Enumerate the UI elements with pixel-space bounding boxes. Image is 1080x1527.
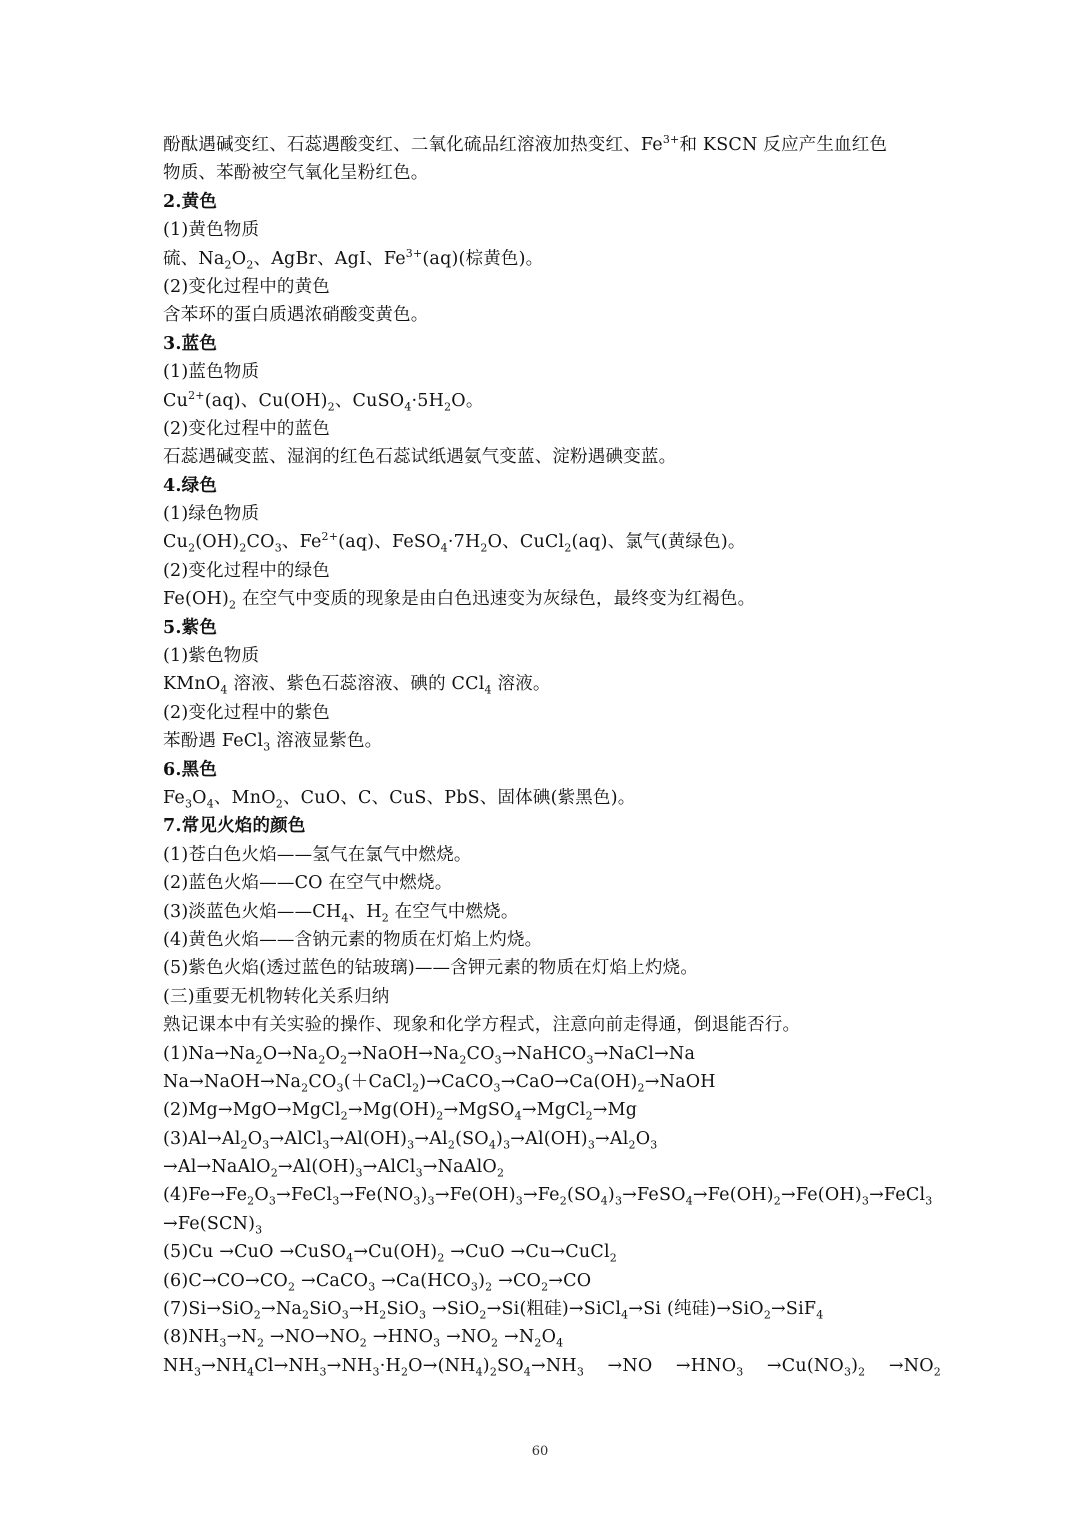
reaction-chain: $Na\to NaOH\to Na_2CO_3(+CaCl_2)\to CaCO_3\to CaO\to Ca(OH)_2\to NaOH$ (163, 1071, 716, 1095)
reaction-chain: $\to Fe(SCN)_3$ (163, 1213, 263, 1237)
page-number: 60 (531, 1444, 549, 1459)
section-heading: 6.黑色 (163, 759, 218, 780)
text-line: 含苯环的蛋白质遇浓硝酸变黄色。 (163, 305, 429, 326)
text-line: $Fe(OH)_2$ 在空气中变质的现象是由白色迅速变为灰绿色，最终变为红褐色。 (163, 589, 756, 612)
section-heading: 3.蓝色 (163, 333, 218, 354)
subheading: (1)绿色物质 (163, 504, 260, 525)
section-heading: 7.常见火焰的颜色 (163, 816, 306, 837)
text-line: $Fe_3O_4$、MnO$_2$、CuO、C、CuS、PbS、固体碘(紫黑色)。 (163, 787, 636, 811)
text-line: (3)淡蓝色火焰$——CH_4$、$H_2$ 在空气中燃烧。 (163, 901, 519, 925)
reaction-chain: $(4)Fe\to Fe_2O_3\to FeCl_3\to Fe(NO_3)_3\to Fe(OH)_3\to Fe_2(SO_4)_3\to FeSO_4\to Fe(OH)_2\to Fe(OH)_3\to FeCl_3$ (163, 1185, 933, 1208)
reaction-chain: $(7)Si\to SiO_2\to Na_2SiO_3\to H_2SiO_3 \to SiO_2\to Si$(粗硅)→SiCl$_4$→Si (纯硅)→SiO$_2$→SiF$_4$ (163, 1299, 824, 1322)
text-line: (2)蓝色火焰——CO 在空气中燃烧。 (163, 873, 453, 894)
section-heading: 5.紫色 (163, 617, 218, 638)
text-line: 熟记课本中有关实验的操作、现象和化学方程式，注意向前走得通，倒退能否行。 (163, 1015, 801, 1036)
section-heading: (三)重要无机物转化关系归纳 (163, 986, 390, 1007)
subheading: (2)变化过程中的蓝色 (163, 418, 330, 439)
text-line: 石蕊遇碱变蓝、湿润的红色石蕊试纸遇氨气变蓝、淀粉遇碘变蓝。 (163, 447, 677, 468)
reaction-chain: $\to Al\to NaAlO_2\to Al(OH)_3\to AlCl_3\to NaAlO_2$ (163, 1157, 505, 1180)
subheading: (1)紫色物质 (163, 646, 260, 667)
reaction-chain: $(8)NH_3\to N_2 \to NO\to NO_2 \to HNO_3 \to NO_2 \to N_2O_4$ (163, 1327, 564, 1350)
subheading: (1)黄色物质 (163, 220, 260, 241)
text-line: 酚酞遇碱变红、石蕊遇酸变红、二氧化硫品红溶液加热变红、$Fe^{3+}$和 KSCN 反应产生血红色 (163, 133, 888, 155)
reaction-chain: $(3)Al\to Al_2O_3\to AlCl_3\to Al(OH)_3\to Al_2(SO_4)_3\to Al(OH)_3\to Al_2O_3$ (163, 1128, 658, 1152)
text-line: (1)苍白色火焰——氢气在氯气中燃烧。 (163, 844, 472, 865)
reaction-chain: $(5)Cu \to CuO \to CuSO_4\to Cu(OH)_2 \to CuO$ →Cu→CuCl$_2$ (163, 1242, 617, 1265)
reaction-chain: $(6)C\to CO\to CO_2$ →CaCO$_3$ $\to Ca(HCO_3)_2 \to CO_2\to CO$ (163, 1270, 592, 1294)
subheading: (2)变化过程中的黄色 (163, 276, 330, 297)
section-heading: 2.黄色 (163, 191, 218, 212)
text-line: $Cu_2(OH)_2CO_3$、$Fe^{2+}(aq)$、$FeSO_4\cdot 7H_2O$、CuCl$_2$(aq)、氯气(黄绿色)。 (163, 530, 746, 555)
text-line: 苯酚遇 FeCl$_3$ 溶液显紫色。 (163, 731, 383, 754)
reaction-chain: $(2)Mg\to MgO\to MgCl_2\to Mg(OH)_2\to MgSO_4\to MgCl_2\to Mg$ (163, 1100, 638, 1123)
text-line: (4)黄色火焰——含钠元素的物质在灯焰上灼烧。 (163, 929, 543, 950)
subheading: (1)蓝色物质 (163, 362, 260, 383)
text-line: (5)紫色火焰(透过蓝色的钴玻璃)——含钾元素的物质在灯焰上灼烧。 (163, 958, 699, 979)
text-line: KMnO$_4$ 溶液、紫色石蕊溶液、碘的 CCl$_4$ 溶液。 (163, 674, 551, 697)
text-line: $Cu^{2+}(aq)$、$Cu(OH)_2$、$CuSO_4\cdot 5H_2O$。 (163, 388, 484, 414)
reaction-chain: $NH_3\to NH_4Cl\to NH_3\to NH_3\cdot H_2O\to(NH_4)_2SO_4\to NH_3$ →NO $\to HNO_3$ $\to Cu(NO_3)_2$ $\to NO_2$ (163, 1355, 941, 1379)
reaction-chain: $(1)Na\to Na_2O\to Na_2O_2\to NaOH\to Na_2CO_3\to NaHCO_3\to NaCl\to Na$ (163, 1043, 696, 1066)
subheading: (2)变化过程中的绿色 (163, 560, 330, 581)
document-body (163, 131, 941, 1380)
text-line: 物质、苯酚被空气氧化呈粉红色。 (163, 163, 429, 184)
section-heading: 4.绿色 (163, 475, 218, 496)
subheading: (2)变化过程中的紫色 (163, 702, 330, 723)
text-line: 硫、$Na_2O_2$、AgBr、AgI、$Fe^{3+}(aq)$(棕黄色)。 (163, 246, 544, 272)
